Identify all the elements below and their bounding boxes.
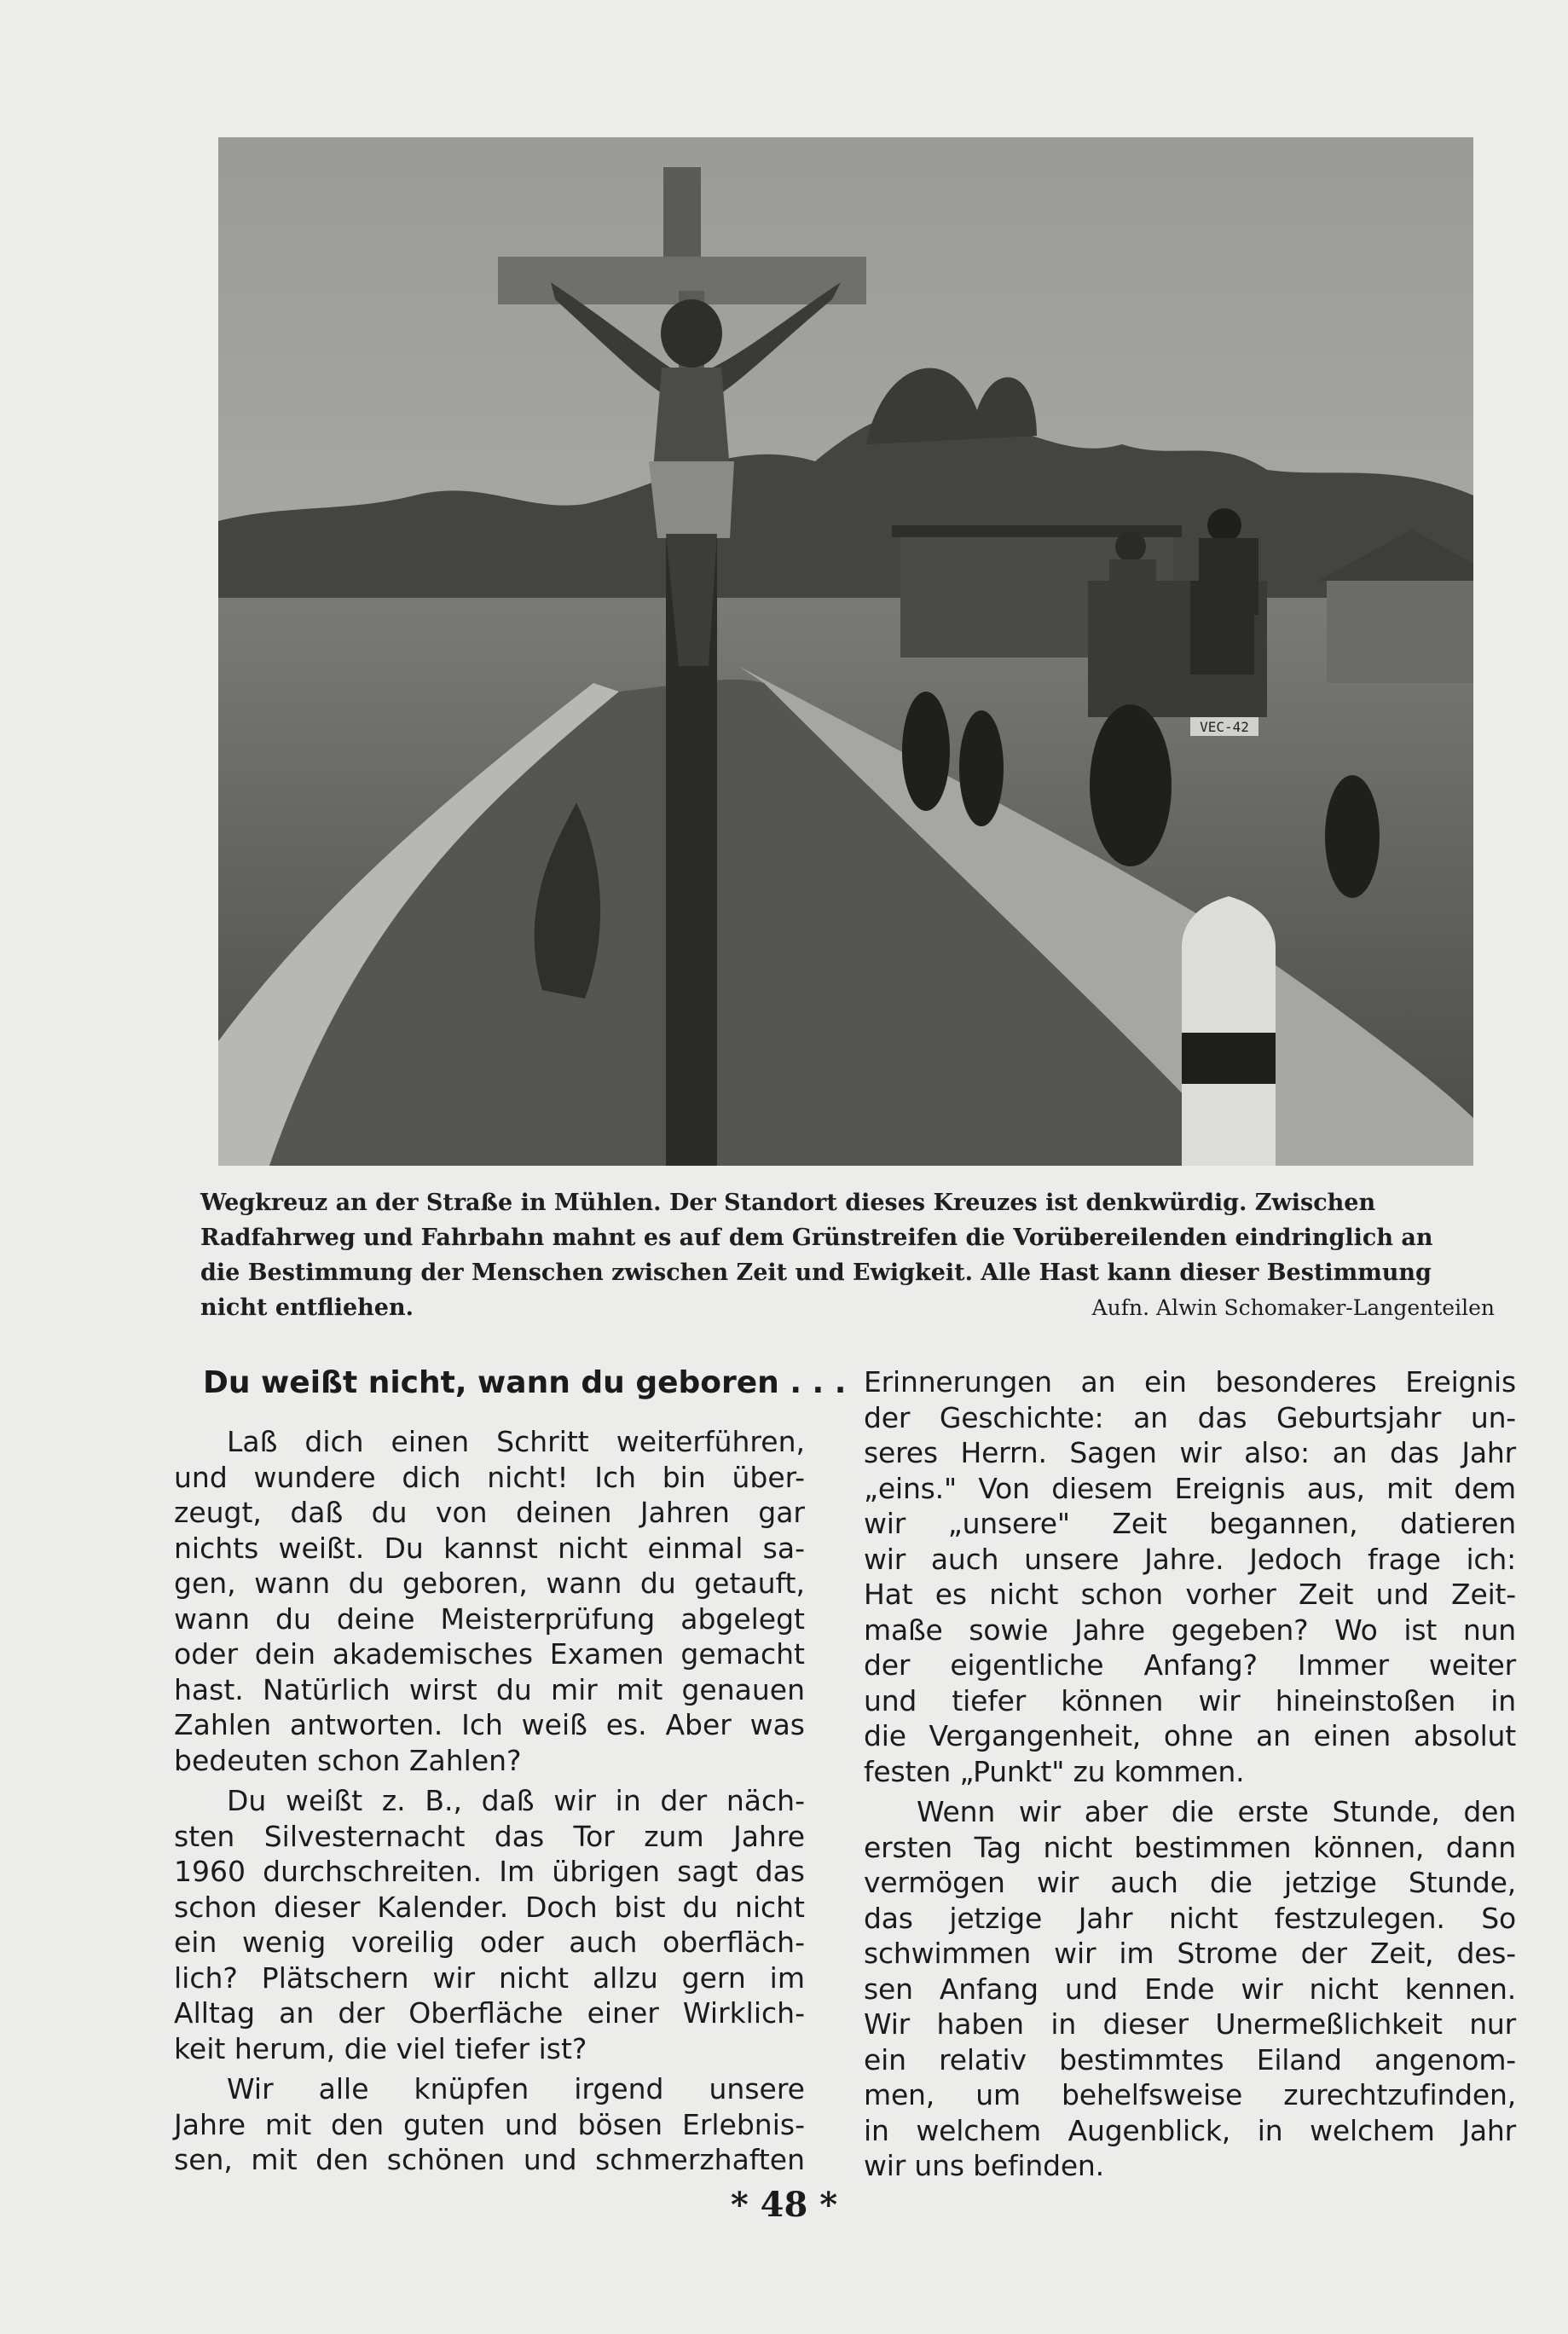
text-line: wir „unsere" Zeit begannen, datieren (864, 1507, 1516, 1540)
paragraph (864, 1794, 1516, 2184)
text-line: wir uns befinden. (864, 2149, 1104, 2182)
text-line: der eigentliche Anfang? Immer weiter (864, 1648, 1516, 1682)
text-line: die Vergangenheit, ohne an einen absolut (864, 1719, 1516, 1752)
text-line: bedeuten schon Zahlen? (174, 1743, 522, 1777)
text-line: men, um behelfsweise zurechtzufinden, (864, 2078, 1516, 2111)
wayside-cross-photo (218, 137, 1473, 1166)
photo-illustration (218, 137, 1473, 1166)
text-line: „eins." Von diesem Ereignis aus, mit dem (864, 1471, 1516, 1505)
caption-line: Wegkreuz an der Straße in Mühlen. Der Standort dieses Kreuzes ist denkwürdig. Zwischen (200, 1190, 1376, 1216)
text-line: gen, wann du geboren, wann du getauft, (174, 1567, 805, 1600)
text-line: Du weißt z. B., daß wir in der näch- (227, 1784, 805, 1817)
text-line: Jahre mit den guten und bösen Erlebnis- (174, 2107, 805, 2141)
caption-last-line (200, 1290, 1495, 1325)
text-line: wir auch unsere Jahre. Jedoch frage ich: (864, 1542, 1516, 1576)
text-line: maße sowie Jahre gegeben? Wo ist nun (864, 1613, 1516, 1647)
text-line: seres Herrn. Sagen wir also: an das Jahr (864, 1436, 1516, 1469)
text-line: Wenn wir aber die erste Stunde, den (917, 1795, 1516, 1828)
paragraph (174, 2071, 805, 2178)
text-line: sten Silvesternacht das Tor zum Jahre (174, 1819, 805, 1853)
license-plate: VEC-42 (1200, 719, 1249, 735)
caption-line: nicht entfliehen. (200, 1294, 414, 1321)
text-line: und wundere dich nicht! Ich bin über- (174, 1460, 805, 1494)
paragraph (174, 1783, 805, 2066)
text-line: ein wenig voreilig oder auch oberfläch- (174, 1926, 805, 1959)
text-line: und tiefer können wir hineinstoßen in (864, 1683, 1516, 1717)
text-line: vermögen wir auch die jetzige Stunde, (864, 1866, 1516, 1899)
text-line: schon dieser Kalender. Doch bist du nicht (174, 1890, 805, 1924)
page-number: * 48 * (730, 2185, 838, 2225)
article-column-left (174, 1364, 847, 2183)
photo-caption (200, 1185, 1495, 1325)
text-line: Zahlen antworten. Ich weiß es. Aber was (174, 1708, 805, 1741)
text-line: nichts weißt. Du kannst nicht einmal sa- (174, 1531, 805, 1565)
caption-line: die Bestimmung der Menschen zwischen Zeit und Ewigkeit. Alle Hast kann dieser Bestimmung (200, 1260, 1432, 1286)
text-line: zeugt, daß du von deinen Jahren gar (174, 1496, 805, 1529)
text-line: Alltag an der Oberfläche einer Wirklich- (174, 1996, 805, 2030)
text-line: in welchem Augenblick, in welchem Jahr (864, 2113, 1516, 2147)
text-line: Erinnerungen an ein besonderes Ereignis (864, 1365, 1516, 1399)
text-line: lich? Plätschern wir nicht allzu gern im (174, 1960, 805, 1995)
text-line: Hat es nicht schon vorher Zeit und Zeit- (864, 1578, 1516, 1611)
article-column-right (864, 1364, 1516, 2189)
text-line: der Geschichte: an das Geburtsjahr un- (864, 1400, 1516, 1434)
text-line: 1960 durchschreiten. Im übrigen sagt das (174, 1855, 805, 1888)
text-line: wann du deine Meisterprüfung abgelegt (174, 1601, 805, 1636)
text-line: Laß dich einen Schritt weiterführen, (227, 1425, 805, 1458)
text-line: ersten Tag nicht bestimmen können, dann (864, 1830, 1516, 1864)
text-line: keit herum, die viel tiefer ist? (174, 2031, 587, 2065)
text-line: das jetzige Jahr nicht festzulegen. So (864, 1901, 1516, 1935)
text-line: hast. Natürlich wirst du mir mit genauen (174, 1672, 805, 1706)
paragraph (174, 1424, 805, 1778)
text-line: festen „Punkt" zu kommen. (864, 1754, 1245, 1788)
caption-line: Radfahrweg und Fahrbahn mahnt es auf dem Grünstreifen die Vorübereilenden eindringlich an (200, 1225, 1433, 1251)
text-line: schwimmen wir im Strome der Zeit, des- (864, 1937, 1516, 1970)
photo-credit: Aufn. Alwin Schomaker-Langenteilen (1091, 1295, 1495, 1320)
text-line: sen, mit den schönen und schmerzhaften (174, 2143, 805, 2176)
text-line: sen Anfang und Ende wir nicht kennen. (864, 1972, 1516, 2006)
text-line: Wir alle knüpfen irgend unsere (227, 2072, 805, 2105)
text-line: oder dein akademisches Examen gemacht (174, 1637, 805, 1671)
article-heading: Du weißt nicht, wann du geboren . . . (203, 1365, 847, 1400)
text-line: ein relativ bestimmtes Eiland angenom- (864, 2042, 1516, 2076)
paragraph (864, 1364, 1516, 1789)
text-line: Wir haben in dieser Unermeßlichkeit nur (864, 2007, 1516, 2041)
